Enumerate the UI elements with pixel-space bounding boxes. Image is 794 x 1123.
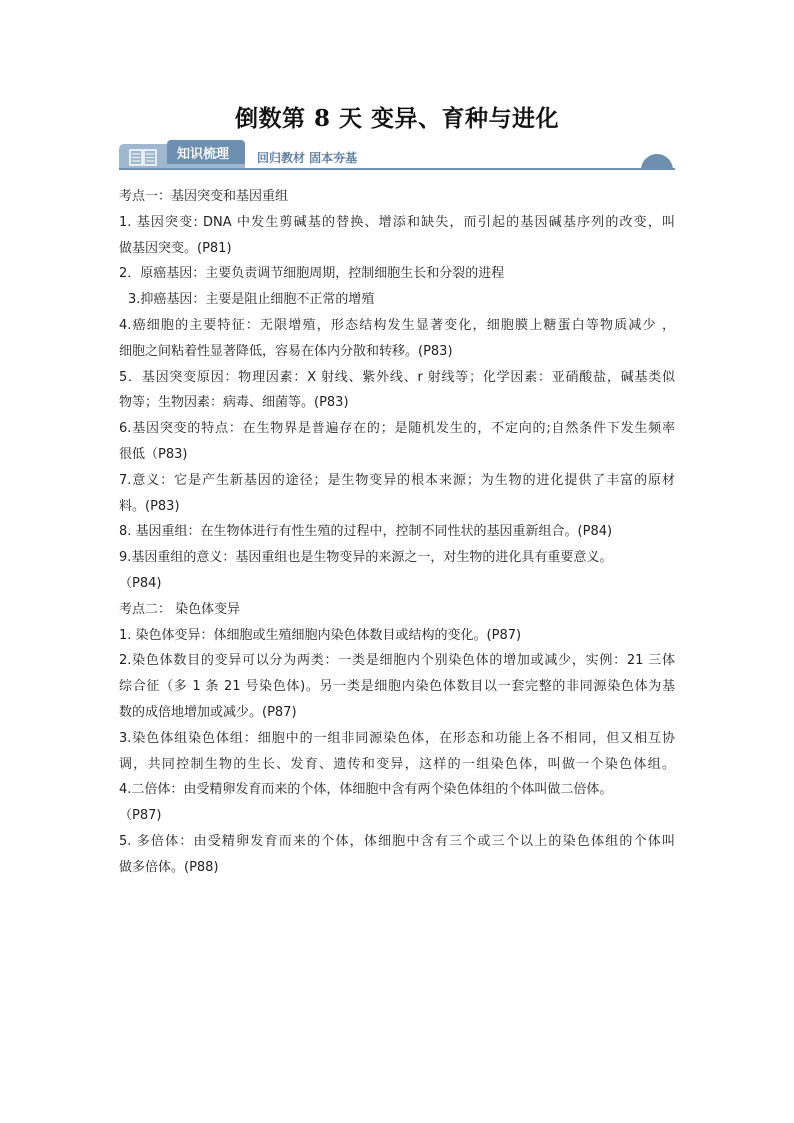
book-icon	[129, 149, 157, 166]
text-line: 调，共同控制生物的生长、发育、遗传和变异，这样的一组染色体，叫做一个染色体组。	[119, 756, 675, 772]
banner-rule	[119, 168, 675, 170]
text-line: 2.染色体数目的变异可以分为两类：一类是细胞内个别染色体的增加或减少，实例：21 三体	[119, 653, 675, 669]
banner-label: 知识梳理	[177, 147, 230, 162]
text-line: 1. 基因突变: DNA 中发生剪碱基的替换、增添和缺失，而引起的基因碱基序列的改变，叫	[119, 214, 675, 230]
text-line: 2．原癌基因：主要负责调节细胞周期，控制细胞生长和分裂的进程	[119, 266, 505, 282]
banner-subtitle: 回归教材 固本夯基	[257, 151, 358, 165]
text-line: 3.抑癌基因：主要是阻止细胞不正常的增殖	[128, 292, 375, 308]
text-line: 考点二： 染色体变异	[119, 601, 241, 617]
section-banner	[119, 140, 675, 176]
text-line: 很低（P83)	[119, 446, 188, 462]
text-line: 物等；生物因素：病毒、细菌等。(P83)	[119, 395, 349, 411]
text-line: 做基因突变。(P81)	[119, 240, 232, 256]
text-line: 考点一：基因突变和基因重组	[119, 189, 289, 204]
text-line: 4.癌细胞的主要特征：无限增殖，形态结构发生显著变化，细胞膜上糖蛋白等物质减少 ，	[119, 317, 675, 333]
text-line: 1. 染色体变异：体细胞或生殖细胞内染色体数目或结构的变化。(P87)	[119, 627, 522, 643]
text-line: （P84)	[119, 575, 162, 591]
text-line: 料。(P83)	[119, 498, 180, 514]
page-title: 倒数第 8 天 变异、育种与进化	[234, 105, 560, 132]
text-line: 5．基因突变原因：物理因素：X 射线、紫外线、r 射线等；化学因素：亚硝酸盐，碱基类似	[119, 369, 675, 385]
text-line: 8. 基因重组：在生物体进行有性生殖的过程中，控制不同性状的基因重新组合。(P84)	[119, 524, 613, 540]
text-line: 细胞之间粘着性显著降低，容易在体内分散和转移。(P83)	[119, 343, 453, 359]
text-line: 9.基因重组的意义：基因重组也是生物变异的来源之一，对生物的进化具有重要意义。	[119, 550, 613, 566]
text-line: 5. 多倍体：由受精卵发育而来的个体，体细胞中含有三个或三个以上的染色体组的个体叫	[119, 833, 675, 849]
text-line: 做多倍体。(P88)	[119, 859, 219, 875]
text-line: 数的成倍地增加或减少。(P87)	[119, 704, 297, 720]
content-body	[119, 184, 675, 881]
text-line: （P87)	[119, 808, 162, 824]
banner-dome-ornament	[641, 154, 673, 170]
text-line: 6.基因突变的特点：在生物界是普遍存在的；是随机发生的，不定向的;自然条件下发生频率	[119, 421, 675, 437]
text-line: 3.染色体组染色体组：细胞中的一组非同源染色体，在形态和功能上各不相同，但又相互协	[119, 730, 675, 746]
text-line: 7.意义：它是产生新基因的途径；是生物变异的根本来源；为生物的进化提供了丰富的原材	[119, 472, 675, 488]
text-line: 4.二倍体：由受精卵发育而来的个体，体细胞中含有两个染色体组的个体叫做二倍体。	[119, 782, 613, 798]
text-line: 综合征（多 1 条 21 号染色体)。另一类是细胞内染色体数目以一套完整的非同源染色体为基	[119, 679, 675, 695]
